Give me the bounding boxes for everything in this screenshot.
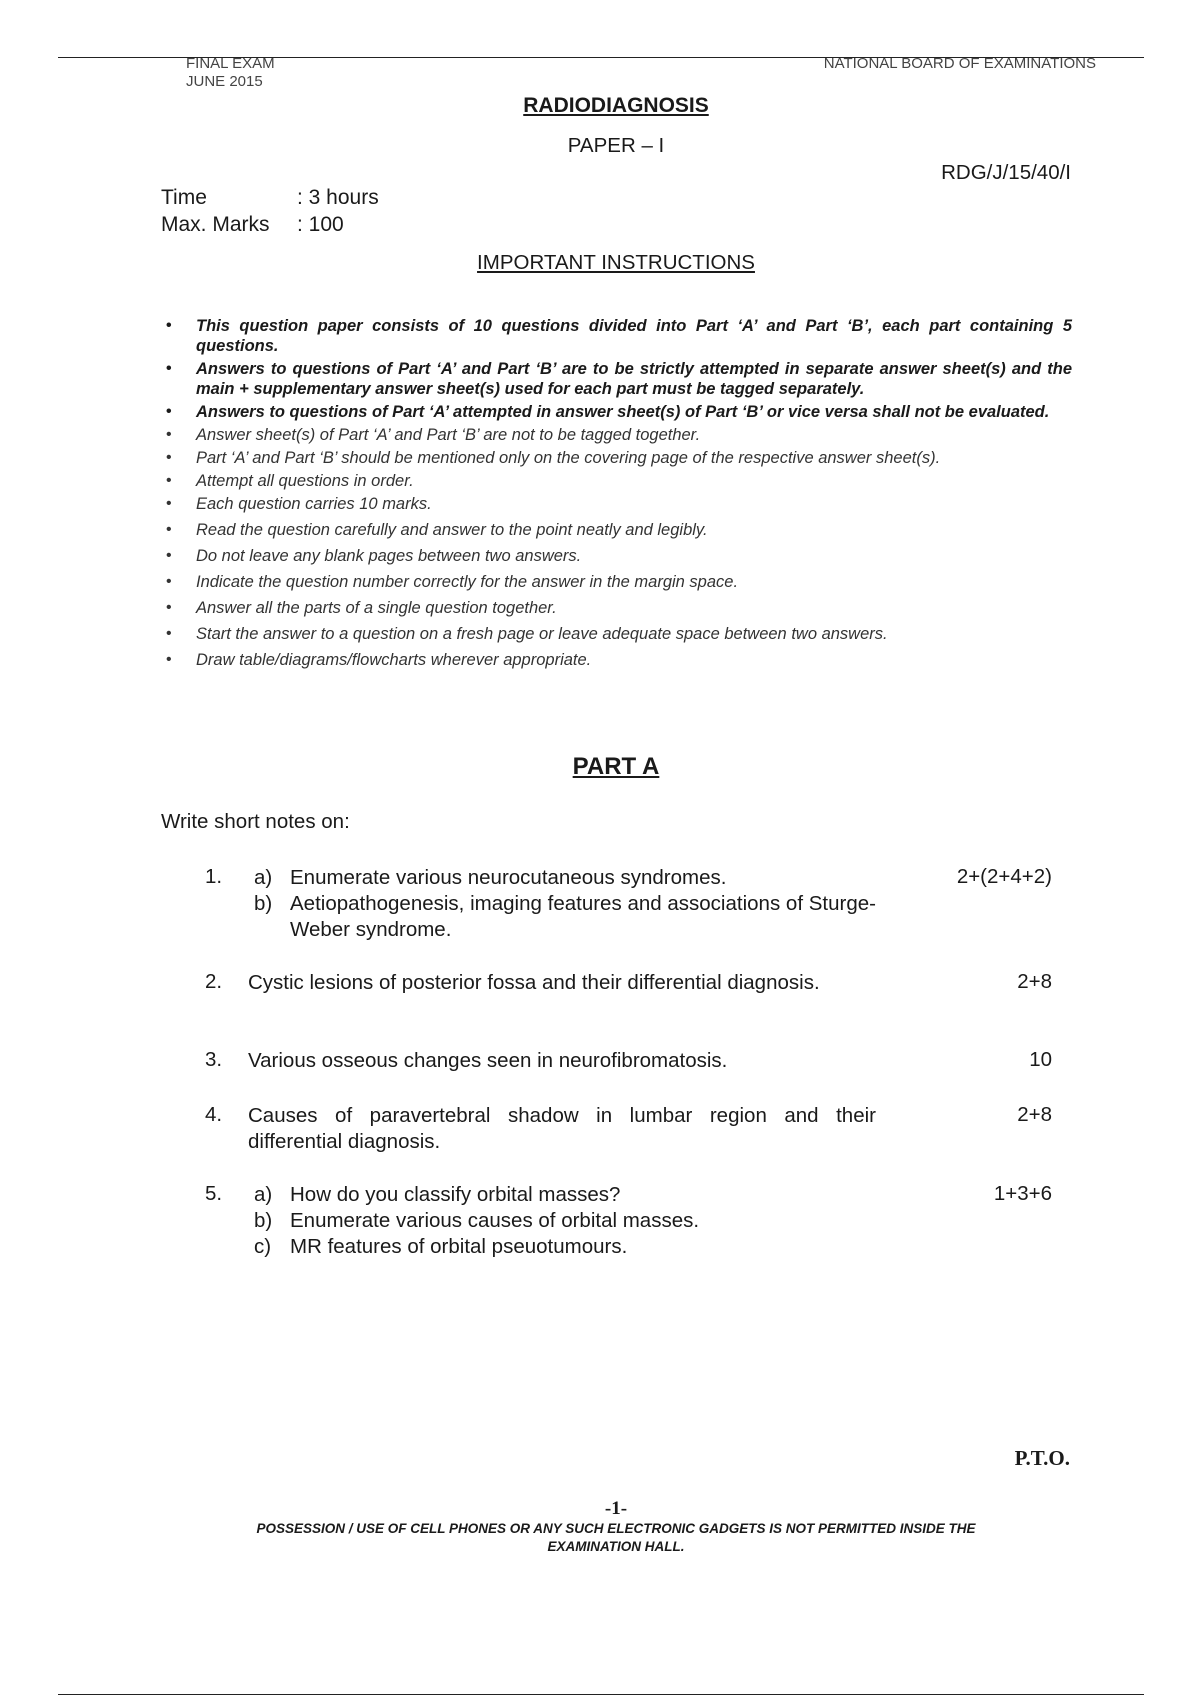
subpart-label: b) [254,892,273,915]
footer-notice [0,1520,1200,1556]
part-intro: Write short notes on: [161,810,350,833]
subpart-text: Enumerate various neurocutaneous syndromes. [290,866,727,889]
question-number: 2. [205,970,223,993]
question-subpart [248,865,876,891]
subpart-text: Enumerate various causes of orbital masses. [290,1209,700,1232]
question-2: Cystic lesions of posterior fossa and their differential diagnosis. [248,971,820,994]
question-number: 3. [205,1048,223,1071]
instruction-item: • Attempt all questions in order. [196,471,1072,491]
question-marks: 1+3+6 [993,1182,1052,1205]
max-marks-value: : 100 [297,213,344,236]
question-subpart [248,1208,876,1234]
subpart-text: How do you classify orbital masses? [290,1183,621,1206]
header-exam-type: FINAL EXAM [186,55,275,72]
instructions-list [196,316,1072,673]
question-4: Causes of paravertebral shadow in lumbar region and their differential diagnosis. [248,1104,876,1153]
paper-title: PAPER – I [567,134,665,157]
subpart-label: c) [254,1235,272,1258]
time-row [0,186,600,212]
instruction-item: • This question paper consists of 10 questions divided into Part ‘A’ and Part ‘B’, each part containing 5 questions. [196,316,1072,356]
subpart-label: a) [254,1183,273,1206]
question-marks: 2+(2+4+2) [956,865,1052,888]
instruction-item: • Each question carries 10 marks. [196,494,1072,514]
subpart-label: b) [254,1209,273,1232]
marks-row [0,213,600,239]
question-5 [248,1182,876,1260]
footer-line-2: EXAMINATION HALL. [547,1539,685,1554]
instruction-item: • Start the answer to a question on a fresh page or leave adequate space between two answers. [196,624,1072,644]
subpart-text: Aetiopathogenesis, imaging features and associations of Sturge-Weber syndrome. [290,892,876,941]
instruction-item: • Answers to questions of Part ‘A’ attempted in answer sheet(s) of Part ‘B’ or vice versa shall not be evaluated. [196,402,1072,422]
instruction-item: • Draw table/diagrams/flowcharts wherever appropriate. [196,650,1072,670]
instruction-item: • Answer sheet(s) of Part ‘A’ and Part ‘B’ are not to be tagged together. [196,425,1072,445]
instruction-item: • Do not leave any blank pages between two answers. [196,546,1072,566]
question-marks: 2+8 [1017,970,1052,993]
question-marks: 2+8 [1017,1103,1052,1126]
subpart-label: a) [254,866,273,889]
paper-code: RDG/J/15/40/I [941,161,1071,184]
instruction-item: • Part ‘A’ and Part ‘B’ should be mentioned only on the covering page of the respective answer sheet(s). [196,448,1072,468]
question-subpart [248,891,876,943]
instruction-item: • Indicate the question number correctly for the answer in the margin space. [196,572,1072,592]
question-1 [248,865,876,943]
time-label: Time [161,186,207,209]
time-value: : 3 hours [297,186,379,209]
question-number: 4. [205,1103,223,1126]
question-subpart [248,1182,876,1208]
page-number: -1- [604,1498,628,1519]
bottom-rule [58,1694,1144,1695]
question-3: Various osseous changes seen in neurofibromatosis. [248,1049,728,1072]
max-marks-label: Max. Marks [161,213,270,236]
pto-label: P.T.O. [1014,1446,1070,1470]
instructions-heading: IMPORTANT INSTRUCTIONS [477,251,755,274]
instruction-item: • Answer all the parts of a single question together. [196,598,1072,618]
part-heading: PART A [572,753,660,780]
footer-line-1: POSSESSION / USE OF CELL PHONES OR ANY SUCH ELECTRONIC GADGETS IS NOT PERMITTED INSIDE THE [256,1521,976,1536]
question-subpart [248,1234,876,1260]
question-number: 1. [205,865,223,888]
header-left [186,55,275,91]
question-marks: 10 [1029,1048,1052,1071]
instruction-item: • Answers to questions of Part ‘A’ and Part ‘B’ are to be strictly attempted in separate answer sheet(s) and the main + supplementary answer sheet(s) used for each part must be tagged separately. [196,359,1072,399]
header-exam-date: JUNE 2015 [186,73,263,90]
header-board: NATIONAL BOARD OF EXAMINATIONS [823,55,1096,72]
subject-title: RADIODIAGNOSIS [523,94,709,117]
subpart-text: MR features of orbital pseuotumours. [290,1235,628,1258]
question-number: 5. [205,1182,223,1205]
instruction-item: • Read the question carefully and answer to the point neatly and legibly. [196,520,1072,540]
